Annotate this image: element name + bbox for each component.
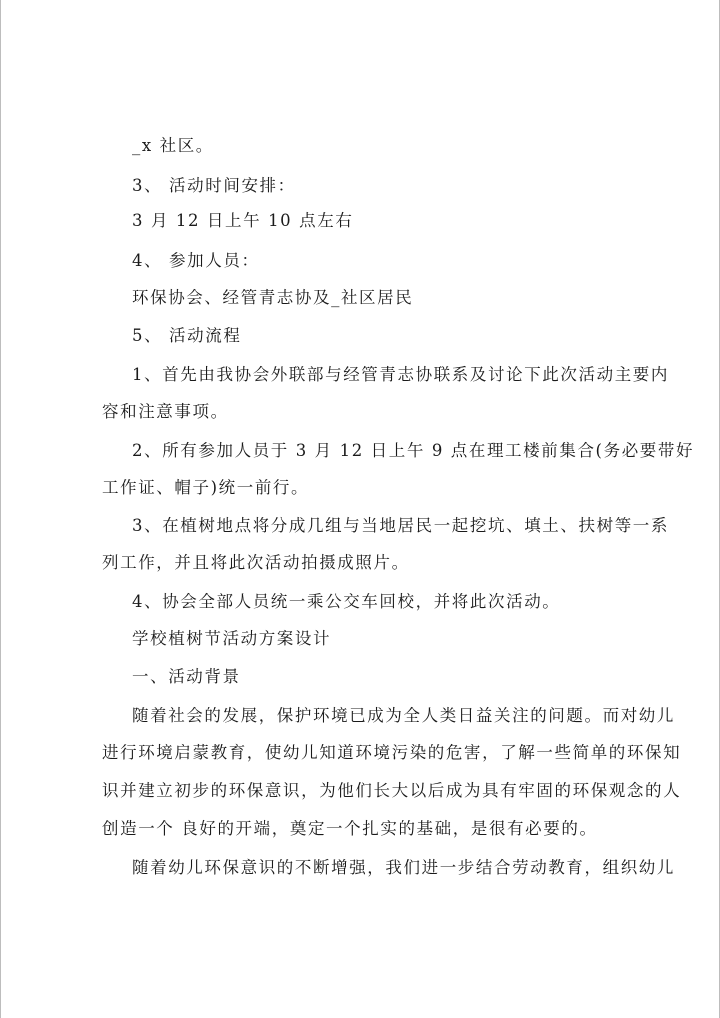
text-line: 环保协会、经管青志协及_社区居民 xyxy=(132,288,414,307)
paragraph-line: 随着幼儿环保意识的不断增强，我们进一步结合劳动教育，组织幼儿 xyxy=(132,858,675,877)
paragraph-line: 创造一个 良好的开端，奠定一个扎实的基础，是很有必要的。 xyxy=(102,819,598,838)
paragraph-line: 工作证、帽子)统一前行。 xyxy=(102,478,310,497)
section-heading: 3、 活动时间安排： xyxy=(132,176,296,195)
paragraph-line: 随着社会的发展，保护环境已成为全人类日益关注的问题。而对幼儿 xyxy=(132,706,675,725)
paragraph-line: 进行环境启蒙教育，使幼儿知道环境污染的危害，了解一些简单的环保知 xyxy=(102,743,682,762)
text-line: 3 月 12 日上午 10 点左右 xyxy=(132,211,354,230)
paragraph-line: 识并建立初步的环保意识，为他们长大以后成为具有牢固的环保观念的人 xyxy=(102,781,682,800)
section-heading: 5、 活动流程 xyxy=(132,326,242,345)
section-heading: 4、 参加人员： xyxy=(132,251,260,270)
paragraph-line: 1、首先由我协会外联部与经管青志协联系及讨论下此次活动主要内 xyxy=(132,365,669,384)
section-heading: 一、活动背景 xyxy=(132,667,241,686)
paragraph-line: 4、协会全部人员统一乘公交车回校，并将此次活动。 xyxy=(132,592,561,611)
text-line: _x 社区。 xyxy=(132,136,214,155)
document-subtitle: 学校植树节活动方案设计 xyxy=(132,629,332,648)
paragraph-line: 容和注意事项。 xyxy=(102,402,229,421)
paragraph-line: 列工作，并且将此次活动拍摄成照片。 xyxy=(102,553,410,572)
paragraph-line: 3、在植树地点将分成几组与当地居民一起挖坑、填土、扶树等一系 xyxy=(132,516,669,535)
paragraph-line: 2、所有参加人员于 3 月 12 日上午 9 点在理工楼前集合(务必要带好 xyxy=(132,441,695,460)
